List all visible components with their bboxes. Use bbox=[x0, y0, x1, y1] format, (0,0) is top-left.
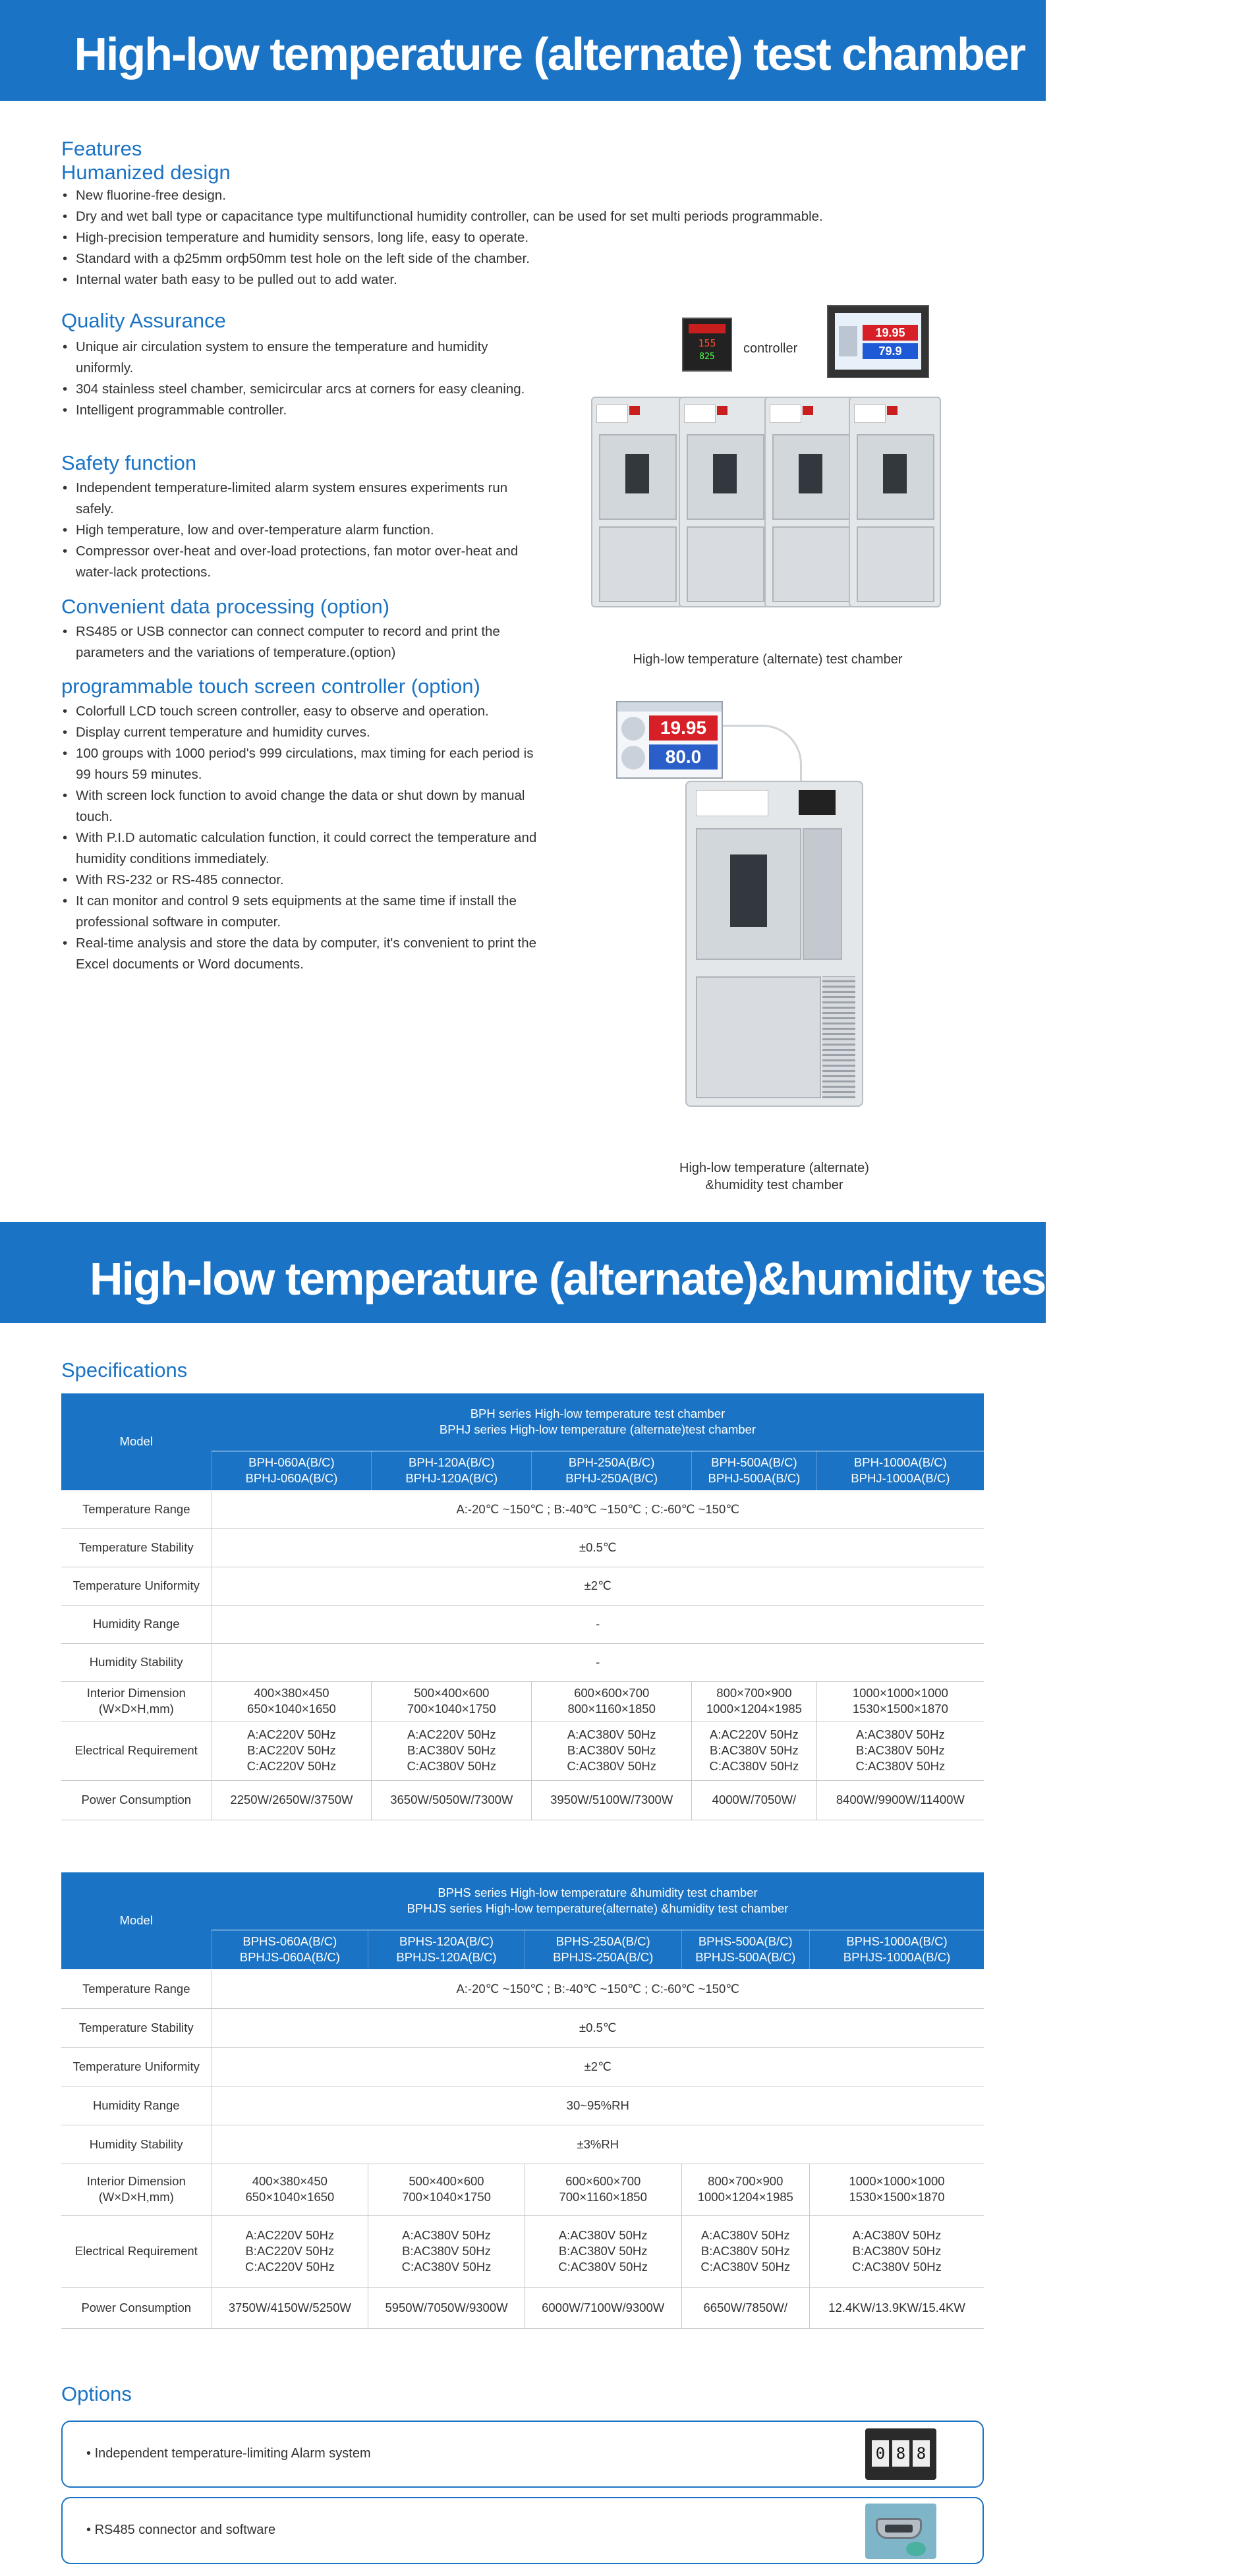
row-label: Temperature Uniformity bbox=[61, 1567, 212, 1605]
model-cell bbox=[681, 1930, 810, 1969]
cell: 12.4KW/13.9KW/15.4KW bbox=[810, 2287, 984, 2328]
cell-line: 1000×1204×1985 bbox=[706, 1702, 802, 1716]
cell-line: B:AC380V 50Hz bbox=[855, 1743, 945, 1757]
table-row bbox=[61, 2215, 984, 2287]
data-processing-section bbox=[61, 595, 546, 663]
cell-line: 600×600×700 bbox=[565, 2174, 641, 2188]
row-label: Humidity Stability bbox=[61, 1643, 212, 1681]
cell bbox=[692, 1681, 817, 1721]
model-name: BPHJ-060A(B/C) bbox=[245, 1471, 338, 1485]
cell-line: 1000×1000×1000 bbox=[852, 1686, 948, 1700]
series-line: BPH series High-low temperature test chamber bbox=[470, 1407, 726, 1421]
cell-line: A:AC220V 50Hz bbox=[407, 1727, 496, 1741]
model-name: BPHS-500A(B/C) bbox=[698, 1934, 793, 1948]
list-item: • High temperature, low and over-temperature alarm function. bbox=[61, 520, 546, 541]
label-line: Interior Dimension bbox=[86, 1686, 186, 1700]
humanized-design-title: Humanized design bbox=[61, 161, 231, 184]
label-line: (W×D×H,mm) bbox=[98, 1702, 174, 1716]
cell-line: C:AC380V 50Hz bbox=[852, 2260, 942, 2274]
model-name: BPHS-1000A(B/C) bbox=[846, 1934, 948, 1948]
cell-line: 650×1040×1650 bbox=[247, 1702, 336, 1716]
option-rs485 bbox=[61, 2497, 984, 2564]
cell-line: B:AC380V 50Hz bbox=[700, 2244, 790, 2258]
list-item: • Dry and wet ball type or capacitance type multifunctional humidity controller, can be used for set multi periods programmable. bbox=[61, 206, 971, 227]
cell-line: C:AC380V 50Hz bbox=[407, 1759, 497, 1773]
cell bbox=[372, 1681, 532, 1721]
list-item: • Unique air circulation system to ensure the temperature and humidity uniformly. bbox=[61, 337, 546, 379]
rs485-connector-image bbox=[865, 2504, 936, 2559]
chamber-image bbox=[849, 397, 941, 607]
cell-line: C:AC380V 50Hz bbox=[401, 2260, 492, 2274]
label-line: (W×D×H,mm) bbox=[98, 2190, 174, 2204]
cell bbox=[212, 1721, 372, 1780]
cell-line: C:AC380V 50Hz bbox=[567, 1759, 657, 1773]
cell-line: 1530×1500×1870 bbox=[849, 2190, 945, 2204]
model-cell bbox=[372, 1451, 532, 1490]
cell: 3950W/5100W/7300W bbox=[532, 1780, 692, 1820]
cell-line: 700×1040×1750 bbox=[407, 1702, 496, 1716]
cell: ±2℃ bbox=[212, 2047, 984, 2086]
touch-temp-readout: 19.95 bbox=[649, 715, 718, 741]
cell: 30~95%RH bbox=[212, 2086, 984, 2125]
list-item: • With screen lock function to avoid change the data or shut down by manual touch. bbox=[61, 785, 546, 827]
cell bbox=[525, 2215, 681, 2287]
spec-table-2 bbox=[61, 1872, 984, 2329]
table-row bbox=[61, 1681, 984, 1721]
list-item: • 304 stainless steel chamber, semicircular arcs at corners for easy cleaning. bbox=[61, 379, 546, 400]
cell-line: C:AC380V 50Hz bbox=[700, 2260, 791, 2274]
cell: - bbox=[212, 1605, 984, 1643]
counter-digit: 0 bbox=[872, 2440, 889, 2467]
cell-line: 1000×1000×1000 bbox=[849, 2174, 945, 2188]
second-banner bbox=[0, 1222, 1254, 1323]
touch-controller-title: programmable touch screen controller (option) bbox=[61, 675, 480, 698]
list-item: • With RS-232 or RS-485 connector. bbox=[61, 870, 546, 891]
chamber-image bbox=[591, 397, 683, 607]
cell-line: B:AC380V 50Hz bbox=[852, 2244, 942, 2258]
cell: ±2℃ bbox=[212, 1567, 984, 1605]
table-row bbox=[61, 1969, 984, 2008]
cell-line: A:AC220V 50Hz bbox=[247, 1727, 336, 1741]
list-item: • High-precision temperature and humidity sensors, long life, easy to operate. bbox=[61, 227, 971, 248]
table-row bbox=[61, 2086, 984, 2125]
cell: 4000W/7050W/ bbox=[692, 1780, 817, 1820]
quality-assurance-title: Quality Assurance bbox=[61, 309, 226, 332]
cell: ±0.5℃ bbox=[212, 2008, 984, 2047]
chamber-caption: High-low temperature (alternate) test chamber bbox=[633, 652, 903, 667]
model-name: BPHJ-120A(B/C) bbox=[405, 1471, 498, 1485]
cell-line: C:AC380V 50Hz bbox=[709, 1759, 799, 1773]
list-item: • 100 groups with 1000 period's 999 circulations, max timing for each period is 99 hours 59 minutes. bbox=[61, 743, 546, 785]
cell: 6000W/7100W/9300W bbox=[525, 2287, 681, 2328]
cell bbox=[212, 2164, 368, 2215]
specifications-title: Specifications bbox=[61, 1358, 188, 1382]
touch-hum-readout: 80.0 bbox=[649, 744, 718, 770]
list-item: • Display current temperature and humidity curves. bbox=[61, 722, 546, 743]
row-label: Temperature Range bbox=[61, 1969, 212, 2008]
cell bbox=[372, 1721, 532, 1780]
cell-line: B:AC380V 50Hz bbox=[402, 2244, 491, 2258]
top-banner bbox=[0, 0, 1046, 101]
chamber-image bbox=[679, 397, 771, 607]
cell-line: A:AC380V 50Hz bbox=[700, 2228, 790, 2242]
caption-line: High-low temperature (alternate) bbox=[679, 1161, 869, 1175]
cell-line: C:AC380V 50Hz bbox=[855, 1759, 946, 1773]
row-label: Temperature Range bbox=[61, 1490, 212, 1528]
cell-line: 1530×1500×1870 bbox=[852, 1702, 948, 1716]
table-row bbox=[61, 1567, 984, 1605]
list-item: • Colorfull LCD touch screen controller, easy to observe and operation. bbox=[61, 701, 546, 722]
cell-line: 800×1160×1850 bbox=[567, 1702, 656, 1716]
cell-line: 800×700×900 bbox=[708, 2174, 784, 2188]
banner-title: High-low temperature (alternate)&humidity test chamber bbox=[90, 1253, 1254, 1304]
cell-line: 800×700×900 bbox=[716, 1686, 792, 1700]
safety-function-section bbox=[61, 451, 546, 583]
list-item: • New fluorine-free design. bbox=[61, 185, 971, 206]
model-cell bbox=[212, 1451, 372, 1490]
row-label: Temperature Stability bbox=[61, 2008, 212, 2047]
cell-line: 700×1040×1750 bbox=[402, 2190, 491, 2204]
model-cell bbox=[810, 1930, 984, 1969]
row-label: Humidity Range bbox=[61, 2086, 212, 2125]
cell-line: 400×380×450 bbox=[254, 1686, 329, 1700]
row-label: Temperature Uniformity bbox=[61, 2047, 212, 2086]
table-row bbox=[61, 1780, 984, 1820]
cell: ±3%RH bbox=[212, 2125, 984, 2164]
model-name: BPH-120A(B/C) bbox=[409, 1455, 495, 1469]
model-name: BPHJS-120A(B/C) bbox=[396, 1950, 497, 1964]
caption-line: &humidity test chamber bbox=[705, 1178, 843, 1192]
cell bbox=[810, 2164, 984, 2215]
cell bbox=[368, 2164, 525, 2215]
cell bbox=[212, 2215, 368, 2287]
chamber-image bbox=[764, 397, 857, 607]
cell bbox=[525, 2164, 681, 2215]
digital-controller-image: 155 825 bbox=[682, 318, 732, 372]
series-line: BPHS series High-low temperature &humidity test chamber bbox=[438, 1886, 758, 1900]
table-row bbox=[61, 1490, 984, 1528]
model-name: BPHJS-060A(B/C) bbox=[239, 1950, 340, 1964]
cell: 2250W/2650W/3750W bbox=[212, 1780, 372, 1820]
cell bbox=[368, 2215, 525, 2287]
row-label bbox=[61, 1681, 212, 1721]
model-cell bbox=[368, 1930, 525, 1969]
row-label: Power Consumption bbox=[61, 2287, 212, 2328]
cell-line: A:AC380V 50Hz bbox=[558, 2228, 648, 2242]
cell-line: C:AC220V 50Hz bbox=[246, 1759, 337, 1773]
humidity-chamber-image bbox=[685, 781, 863, 1107]
row-label: Electrical Requirement bbox=[61, 2215, 212, 2287]
table-row bbox=[61, 1643, 984, 1681]
cell bbox=[532, 1721, 692, 1780]
cell-line: B:AC220V 50Hz bbox=[247, 1743, 336, 1757]
options-title: Options bbox=[61, 2382, 132, 2405]
cell-line: A:AC380V 50Hz bbox=[402, 2228, 491, 2242]
list-item: • Internal water bath easy to be pulled out to add water. bbox=[61, 269, 971, 291]
cell-line: C:AC380V 50Hz bbox=[558, 2260, 648, 2274]
data-processing-title: Convenient data processing (option) bbox=[61, 595, 390, 618]
model-name: BPHJ-1000A(B/C) bbox=[851, 1471, 950, 1485]
cell-line: 700×1160×1850 bbox=[559, 2190, 647, 2204]
cell: 8400W/9900W/11400W bbox=[816, 1780, 984, 1820]
model-name: BPHJS-1000A(B/C) bbox=[843, 1950, 951, 1964]
cell-line: A:AC220V 50Hz bbox=[710, 1727, 799, 1741]
list-item: • Standard with a ф25mm orф50mm test hole on the left side of the chamber. bbox=[61, 248, 971, 269]
model-name: BPHJ-500A(B/C) bbox=[708, 1471, 801, 1485]
row-label: Humidity Stability bbox=[61, 2125, 212, 2164]
option-alarm-system bbox=[61, 2421, 984, 2488]
row-label: Electrical Requirement bbox=[61, 1721, 212, 1780]
cell: 5950W/7050W/9300W bbox=[368, 2287, 525, 2328]
model-name: BPHS-060A(B/C) bbox=[242, 1934, 337, 1948]
row-label: Humidity Range bbox=[61, 1605, 212, 1643]
model-name: BPHS-120A(B/C) bbox=[399, 1934, 494, 1948]
series-header bbox=[212, 1393, 984, 1451]
model-name: BPHJS-250A(B/C) bbox=[553, 1950, 654, 1964]
label-line: Interior Dimension bbox=[86, 2174, 186, 2188]
table-row bbox=[61, 2008, 984, 2047]
cell-line: A:AC380V 50Hz bbox=[567, 1727, 656, 1741]
model-cell bbox=[816, 1451, 984, 1490]
cell bbox=[681, 2164, 810, 2215]
cell: A:-20℃ ~150℃ ; B:-40℃ ~150℃ ; C:-60℃ ~150℃ bbox=[212, 1490, 984, 1528]
list-item: • Real-time analysis and store the data by computer, it's convenient to print the Excel documents or Word documents. bbox=[61, 933, 546, 975]
humidity-chamber-caption bbox=[666, 1160, 883, 1194]
model-name: BPHJS-500A(B/C) bbox=[695, 1950, 796, 1964]
model-name: BPHJ-250A(B/C) bbox=[565, 1471, 658, 1485]
cell-line: 500×400×600 bbox=[414, 1686, 490, 1700]
safety-function-title: Safety function bbox=[61, 451, 197, 474]
cell: 3650W/5050W/7300W bbox=[372, 1780, 532, 1820]
row-label bbox=[61, 2164, 212, 2215]
cell: - bbox=[212, 1643, 984, 1681]
model-name: BPH-1000A(B/C) bbox=[853, 1455, 947, 1469]
touch-controller-image bbox=[827, 305, 929, 378]
cell-line: B:AC380V 50Hz bbox=[407, 1743, 496, 1757]
model-name: BPHS-250A(B/C) bbox=[556, 1934, 650, 1948]
cell-line: A:AC220V 50Hz bbox=[245, 2228, 335, 2242]
ctrl-small-temp: 19.95 bbox=[863, 325, 918, 341]
cell-line: A:AC380V 50Hz bbox=[852, 2228, 942, 2242]
list-item: • It can monitor and control 9 sets equipments at the same time if install the professional software in computer. bbox=[61, 891, 546, 933]
cell: 3750W/4150W/5250W bbox=[212, 2287, 368, 2328]
cell-line: 500×400×600 bbox=[409, 2174, 484, 2188]
cell: A:-20℃ ~150℃ ; B:-40℃ ~150℃ ; C:-60℃ ~150℃ bbox=[212, 1969, 984, 2008]
list-item: • Compressor over-heat and over-load protections, fan motor over-heat and water-lack protections. bbox=[61, 541, 546, 583]
ctrl-small-hum: 79.9 bbox=[863, 343, 918, 359]
row-label: Power Consumption bbox=[61, 1780, 212, 1820]
model-cell bbox=[692, 1451, 817, 1490]
table-row bbox=[61, 2287, 984, 2328]
table-row bbox=[61, 1605, 984, 1643]
spec-table-1 bbox=[61, 1393, 984, 1820]
touch-screen-image bbox=[616, 701, 723, 779]
features-title: Features bbox=[61, 137, 142, 160]
banner-title: High-low temperature (alternate) test chamber bbox=[74, 28, 1025, 80]
model-name: BPH-500A(B/C) bbox=[711, 1455, 797, 1469]
touch-controller-section bbox=[61, 675, 546, 975]
table-row bbox=[61, 2047, 984, 2086]
list-item: • With P.I.D automatic calculation function, it could correct the temperature and humidity conditions immediately. bbox=[61, 827, 546, 870]
controller-label: controller bbox=[743, 341, 798, 356]
list-item: • Independent temperature-limited alarm system ensures experiments run safely. bbox=[61, 478, 546, 520]
model-label: Model bbox=[61, 1872, 212, 1969]
cell-line: A:AC380V 50Hz bbox=[855, 1727, 945, 1741]
cell-line: B:AC220V 50Hz bbox=[245, 2244, 335, 2258]
cell bbox=[816, 1681, 984, 1721]
alarm-counter-image bbox=[865, 2428, 936, 2480]
counter-digit: 8 bbox=[913, 2440, 930, 2467]
humanized-design-list bbox=[61, 185, 823, 291]
cell bbox=[816, 1721, 984, 1780]
model-cell bbox=[525, 1930, 681, 1969]
cell-line: B:AC380V 50Hz bbox=[567, 1743, 656, 1757]
cell-line: B:AC380V 50Hz bbox=[710, 1743, 799, 1757]
model-label: Model bbox=[61, 1393, 212, 1490]
table-row bbox=[61, 1528, 984, 1567]
series-line: BPHJ series High-low temperature (alternate)test chamber bbox=[439, 1422, 756, 1437]
series-line: BPHJS series High-low temperature(alternate) &humidity test chamber bbox=[407, 1901, 789, 1916]
cell-line: 1000×1204×1985 bbox=[697, 2190, 793, 2204]
option-label: • RS485 connector and software bbox=[86, 2523, 275, 2538]
cell bbox=[532, 1681, 692, 1721]
cell bbox=[212, 1681, 372, 1721]
model-cell bbox=[532, 1451, 692, 1490]
list-item: • Intelligent programmable controller. bbox=[61, 400, 546, 421]
cell-line: 650×1040×1650 bbox=[245, 2190, 335, 2204]
cell: ±0.5℃ bbox=[212, 1528, 984, 1567]
cell-line: 400×380×450 bbox=[252, 2174, 328, 2188]
table-row bbox=[61, 2164, 984, 2215]
quality-assurance-section bbox=[61, 309, 546, 421]
cable-shape bbox=[723, 725, 802, 784]
table-row bbox=[61, 2125, 984, 2164]
cell bbox=[681, 2215, 810, 2287]
list-item: • RS485 or USB connector can connect computer to record and print the parameters and the variations of temperature.(option) bbox=[61, 621, 546, 663]
cell: 6650W/7850W/ bbox=[681, 2287, 810, 2328]
cell bbox=[810, 2215, 984, 2287]
cell-line: C:AC220V 50Hz bbox=[244, 2260, 335, 2274]
table-row bbox=[61, 1721, 984, 1780]
option-label: • Independent temperature-limiting Alarm system bbox=[86, 2446, 371, 2461]
model-name: BPH-250A(B/C) bbox=[568, 1455, 655, 1469]
cell bbox=[692, 1721, 817, 1780]
series-header bbox=[212, 1872, 984, 1930]
counter-digit: 8 bbox=[892, 2440, 909, 2467]
features-section bbox=[61, 137, 546, 184]
model-cell bbox=[212, 1930, 368, 1969]
cell-line: B:AC380V 50Hz bbox=[558, 2244, 648, 2258]
row-label: Temperature Stability bbox=[61, 1528, 212, 1567]
model-name: BPH-060A(B/C) bbox=[248, 1455, 335, 1469]
cell-line: 600×600×700 bbox=[574, 1686, 650, 1700]
